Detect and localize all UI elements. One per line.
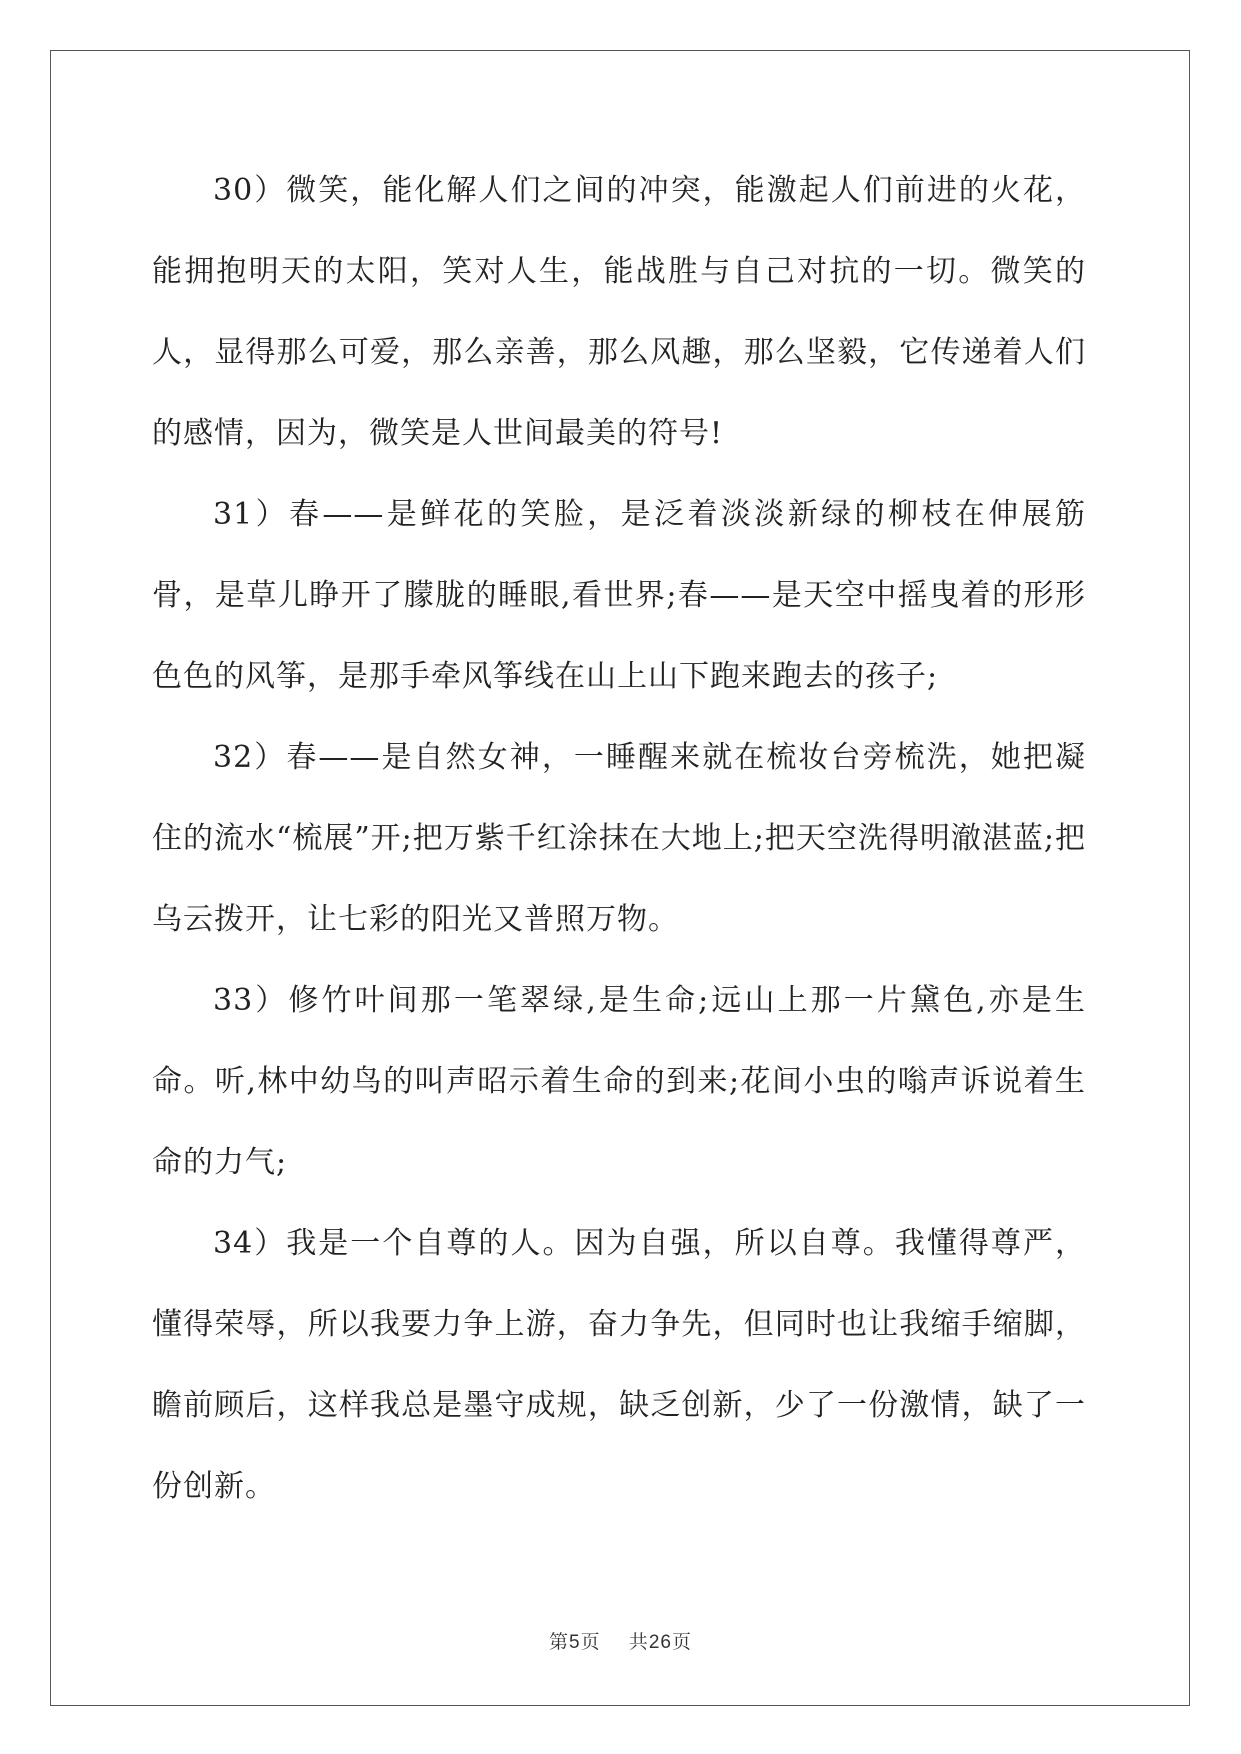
paragraph-31: 31）春——是鲜花的笑脸，是泛着淡淡新绿的柳枝在伸展筋骨，是草儿睁开了朦胧的睡眼,看世界;春——是天空中摇曳着的形形色色的风筝，是那手牵风筝线在山上山下跑来跑去的孩子;	[152, 497, 1086, 694]
page-prefix: 第	[549, 1631, 570, 1653]
paragraph-30: 30）微笑，能化解人们之间的冲突，能激起人们前进的火花，能拥抱明天的太阳，笑对人生，能战胜与自己对抗的一切。微笑的人，显得那么可爱，那么亲善，那么风趣，那么坚毅，它传递着人们的感情，因为，微笑是人世间最美的符号!	[152, 173, 1086, 451]
paragraph-32: 32）春——是自然女神，一睡醒来就在梳妆台旁梳洗，她把凝住的流水“梳展”开;把万紫千红涂抹在大地上;把天空洗得明澈湛蓝;把乌云拨开，让七彩的阳光又普照万物。	[152, 740, 1086, 937]
total-page-count: 26	[648, 1632, 672, 1653]
paragraph-34: 34）我是一个自尊的人。因为自强，所以自尊。我懂得尊严，懂得荣辱，所以我要力争上游，奋力争先，但同时也让我缩手缩脚，瞻前顾后，这样我总是墨守成规，缺乏创新，少了一份激情，缺了一份创新。	[152, 1226, 1086, 1504]
page-footer	[0, 1627, 1241, 1654]
current-page-number: 5	[569, 1632, 581, 1653]
page-suffix: 页	[580, 1631, 601, 1653]
paragraph-33: 33）修竹叶间那一笔翠绿,是生命;远山上那一片黛色,亦是生命。听,林中幼鸟的叫声昭示着生命的到来;花间小虫的嗡声诉说着生命的力气;	[152, 983, 1086, 1180]
total-suffix: 页	[671, 1631, 692, 1653]
document-body	[152, 150, 1086, 1527]
total-prefix: 共	[628, 1631, 649, 1653]
